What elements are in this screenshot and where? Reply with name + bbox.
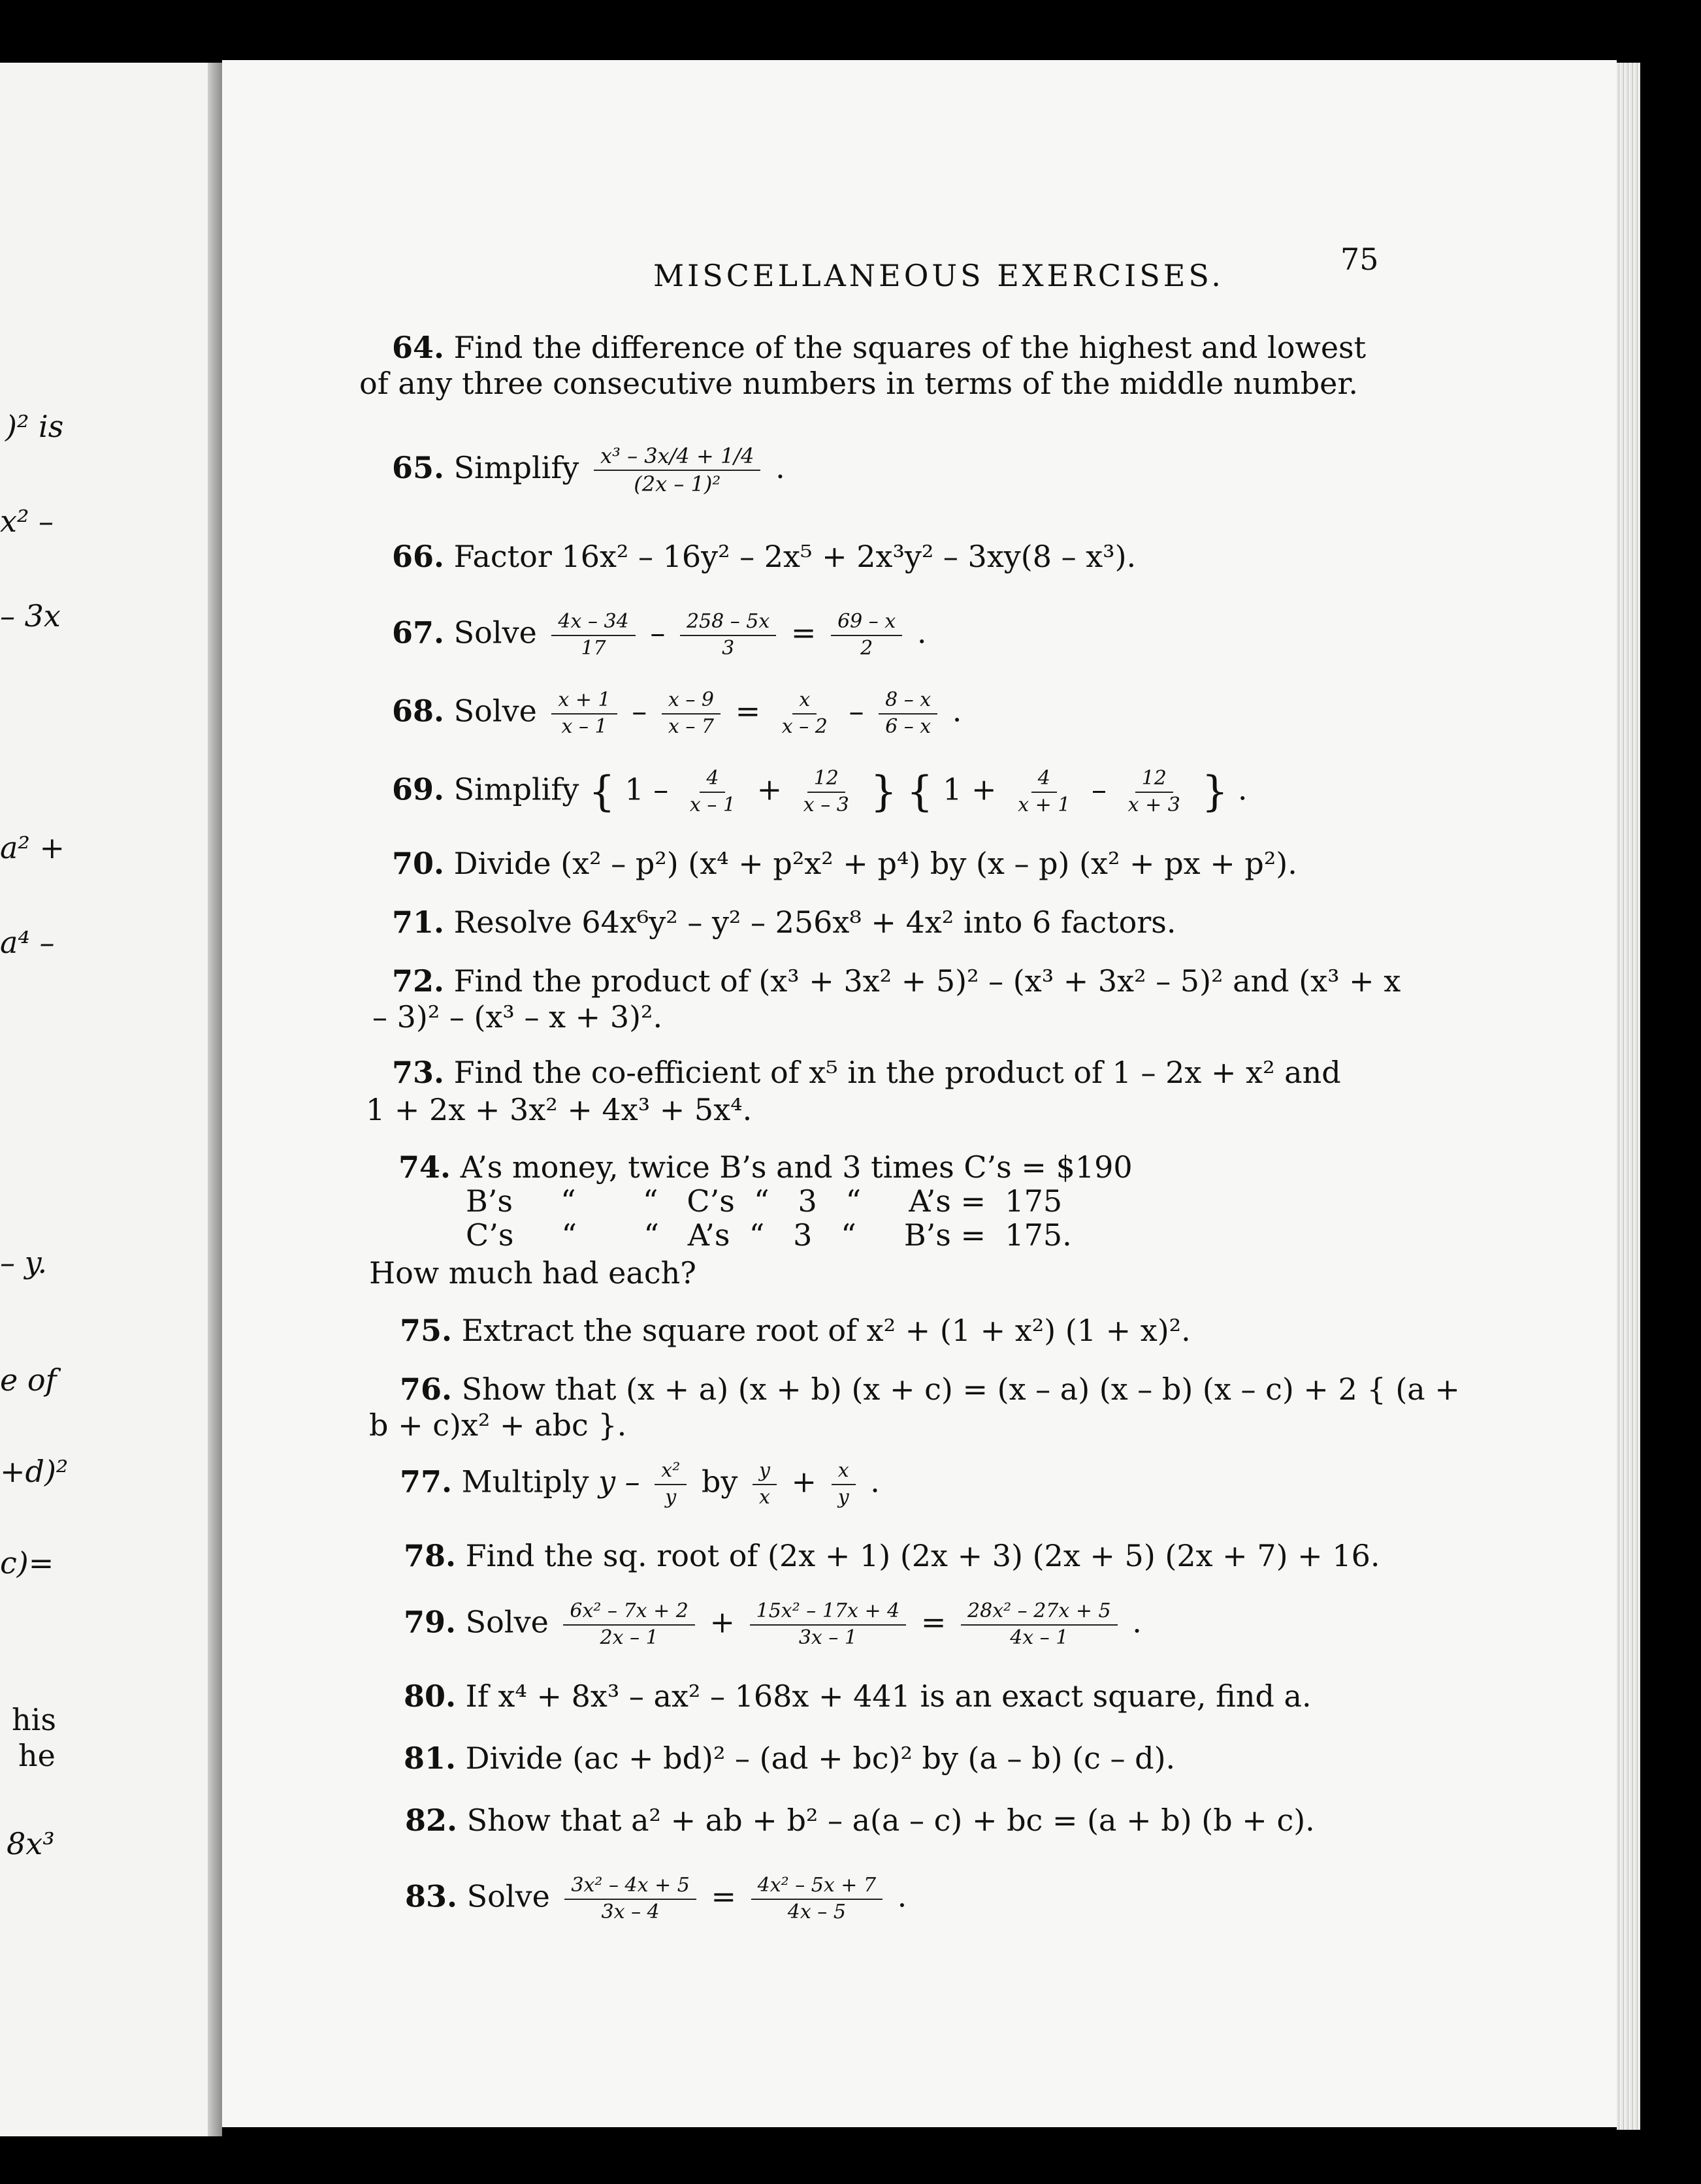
exercise-74-line3: C’s “ “ A’s “ 3 “ B’s = 175. (466, 1217, 1072, 1253)
operator: – (650, 615, 666, 650)
exercise-74-question: How much had each? (369, 1255, 696, 1291)
exercise-65 (392, 444, 785, 496)
left-fragment: – y. (0, 1245, 48, 1280)
exercise-text: Resolve 64x⁶y² – y² – 256x⁸ + 4x² into 6 factors. (453, 905, 1176, 940)
exercise-number: 66. (392, 539, 445, 574)
denominator: (2x – 1)² (634, 471, 721, 496)
operator: + (791, 1464, 817, 1500)
exercise-text: Divide (ac + bd)² – (ad + bc)² by (a – b) (c – d). (465, 1741, 1176, 1776)
fraction (797, 767, 856, 816)
operator: – (849, 693, 864, 729)
exercise-68 (392, 689, 962, 738)
left-fragment: c)= (0, 1545, 54, 1581)
exercise-text: A’s money, twice B’s and 3 times C’s = $190 (460, 1149, 1133, 1185)
exercise-64-continuation: of any three consecutive numbers in terms of the middle number. (359, 366, 1358, 401)
fraction (832, 1460, 856, 1509)
exercise-83 (405, 1874, 907, 1923)
exercise-81 (404, 1741, 1175, 1776)
operator: – (632, 693, 647, 729)
exercise-text: Show that (x + a) (x + b) (x + c) = (x – a) (x – b) (x – c) + 2 { (a + (461, 1372, 1460, 1407)
exercise-text: Find the difference of the squares of the highest and lowest (453, 330, 1367, 365)
running-header: MISCELLANEOUS EXERCISES. (653, 258, 1224, 293)
left-fragment: his (12, 1702, 56, 1737)
operator: = (920, 1604, 947, 1640)
exercise-verb: Multiply (461, 1464, 589, 1500)
numerator: y (753, 1460, 777, 1485)
operator: + (756, 771, 783, 807)
left-fragment: a² + (0, 830, 65, 865)
exercise-74 (398, 1149, 1133, 1185)
exercise-number: 65. (392, 449, 445, 485)
terminal-period: . (952, 693, 962, 729)
denominator: 4x – 1 (1010, 1626, 1069, 1649)
denominator: x + 1 (1018, 793, 1071, 816)
exercise-69 (392, 767, 1247, 816)
exercise-66 (392, 539, 1136, 574)
book-gutter (208, 63, 222, 2136)
operator: = (790, 615, 817, 650)
left-page (0, 63, 212, 2136)
fraction (594, 444, 760, 496)
numerator: 28x² – 27x + 5 (961, 1600, 1118, 1626)
exercise-verb: Solve (465, 1604, 549, 1640)
exercise-text: Find the sq. root of (2x + 1) (2x + 3) (2x + 5) (2x + 7) + 16. (465, 1538, 1380, 1573)
fraction (551, 611, 635, 660)
fraction (879, 689, 937, 738)
numerator: 12 (807, 767, 845, 793)
denominator: y (837, 1485, 849, 1509)
fraction (564, 1874, 696, 1923)
exercise-80 (404, 1678, 1312, 1714)
exercise-verb: Solve (466, 1878, 550, 1914)
fraction (751, 1874, 883, 1923)
page-edges (1617, 63, 1640, 2130)
exercise-75 (400, 1313, 1191, 1348)
left-fragment: a⁴ – (0, 925, 55, 960)
left-fragment: )² is (5, 409, 64, 444)
exercise-text: Find the co-efficient of x⁵ in the product of 1 – 2x + x² and (453, 1055, 1341, 1090)
exercise-73 (392, 1055, 1341, 1090)
exercise-number: 77. (400, 1464, 453, 1500)
fraction (680, 611, 776, 660)
exercise-number: 81. (404, 1741, 457, 1776)
numerator: x (832, 1460, 856, 1485)
exercise-number: 82. (405, 1803, 458, 1838)
exercise-text: Find the product of (x³ + 3x² + 5)² – (x³ + 3x² – 5)² and (x³ + x (453, 963, 1401, 999)
terminal-period: . (1237, 771, 1248, 807)
terminal-period: . (1132, 1604, 1142, 1640)
numerator: 12 (1135, 767, 1173, 793)
exercise-verb: Solve (453, 615, 537, 650)
exercise-70 (392, 846, 1297, 881)
denominator: x (758, 1485, 770, 1509)
fraction (655, 1460, 687, 1509)
numerator: 6x² – 7x + 2 (563, 1600, 694, 1626)
numerator: 3x² – 4x + 5 (564, 1874, 696, 1900)
exercise-text: Divide (x² – p²) (x⁴ + p²x² + p⁴) by (x – p) (x² + px + p²). (453, 846, 1297, 881)
denominator: 6 – x (885, 715, 932, 738)
fraction (775, 689, 834, 738)
exercise-76 (400, 1372, 1460, 1407)
numerator: 4x² – 5x + 7 (751, 1874, 883, 1900)
exercise-number: 78. (404, 1538, 457, 1573)
exercise-72-continuation: – 3)² – (x³ – x + 3)². (372, 999, 663, 1035)
numerator: x² (655, 1460, 687, 1485)
exercise-number: 73. (392, 1055, 445, 1090)
left-fragment: – 3x (0, 598, 61, 634)
exercise-78 (404, 1538, 1380, 1573)
exercise-79 (404, 1600, 1142, 1649)
exercise-number: 69. (392, 771, 445, 807)
right-brace: } (1201, 767, 1229, 816)
numerator: 8 – x (879, 689, 937, 715)
exercise-text: Factor 16x² – 16y² – 2x⁵ + 2x³y² – 3xy(8 – x³). (453, 539, 1137, 574)
denominator: 3x – 4 (601, 1900, 660, 1923)
operator: = (735, 693, 761, 729)
terminal-period: . (916, 615, 927, 650)
denominator: 2 (860, 636, 873, 660)
exercise-67 (392, 611, 927, 660)
numerator: 258 – 5x (680, 611, 776, 636)
numerator: x + 1 (551, 689, 617, 715)
left-fragment: e of (0, 1362, 57, 1398)
numerator: x – 9 (662, 689, 721, 715)
denominator: 3x – 1 (798, 1626, 857, 1649)
left-fragment: +d)² (0, 1454, 69, 1489)
numerator: 15x² – 17x + 4 (750, 1600, 907, 1626)
exercise-number: 67. (392, 615, 445, 650)
terminal-period: . (897, 1878, 907, 1914)
fraction (662, 689, 721, 738)
terminal-period: . (870, 1464, 880, 1500)
operator: = (711, 1878, 736, 1914)
exercise-number: 70. (392, 846, 445, 881)
denominator: y (665, 1485, 677, 1509)
exercise-number: 80. (404, 1678, 457, 1714)
numerator: 69 – x (831, 611, 902, 636)
denominator: 3 (722, 636, 735, 660)
fraction (563, 1600, 694, 1649)
fraction (683, 767, 742, 816)
exercise-number: 74. (398, 1149, 451, 1185)
exercise-number: 75. (400, 1313, 453, 1348)
numerator: 4 (700, 767, 725, 793)
fraction (750, 1600, 907, 1649)
operator: + (709, 1604, 735, 1640)
numerator: 4 (1031, 767, 1057, 793)
left-brace: { (589, 767, 615, 816)
exercise-number: 68. (392, 693, 445, 729)
denominator: 17 (581, 636, 606, 660)
exercise-64 (392, 330, 1366, 365)
exercise-number: 76. (400, 1372, 453, 1407)
fraction (753, 1460, 777, 1509)
term: 1 – (624, 771, 669, 807)
fraction (1011, 767, 1077, 816)
denominator: x – 2 (781, 715, 828, 738)
page-number: 75 (1340, 242, 1379, 277)
exercise-text: Extract the square root of x² + (1 + x²) (1 + x)². (461, 1313, 1191, 1348)
numerator: x³ – 3x/4 + 1/4 (594, 444, 760, 471)
word-by: by (701, 1464, 738, 1500)
exercise-74-line2: B’s “ “ C’s “ 3 “ A’s = 175 (466, 1183, 1063, 1219)
denominator: x – 1 (561, 715, 608, 738)
left-brace: { (906, 767, 933, 816)
left-fragment: he (18, 1738, 56, 1773)
denominator: x – 7 (668, 715, 714, 738)
fraction (831, 611, 902, 660)
exercise-text: If x⁴ + 8x³ – ax² – 168x + 441 is an exact square, find a. (465, 1678, 1312, 1714)
exercise-76-continuation: b + c)x² + abc }. (369, 1407, 627, 1443)
exercise-verb: Simplify (453, 771, 579, 807)
denominator: x + 3 (1127, 793, 1180, 816)
right-brace: } (870, 767, 898, 816)
exercise-number: 83. (405, 1878, 458, 1914)
operator: – (1092, 771, 1107, 807)
exercise-verb: Solve (453, 693, 537, 729)
denominator: 2x – 1 (600, 1626, 658, 1649)
exercise-number: 79. (404, 1604, 457, 1640)
fraction (1122, 767, 1187, 816)
denominator: x – 1 (689, 793, 736, 816)
exercise-number: 64. (392, 330, 445, 365)
exercise-number: 72. (392, 963, 445, 999)
exercise-77 (400, 1460, 880, 1509)
numerator: 4x – 34 (551, 611, 635, 636)
terminal-period: . (775, 449, 785, 485)
exercise-verb: Simplify (453, 449, 579, 485)
term: 1 + (943, 771, 997, 807)
denominator: 4x – 5 (787, 1900, 846, 1923)
exercise-72 (392, 963, 1401, 999)
exercise-71 (392, 905, 1176, 940)
left-fragment: x² – (0, 504, 54, 539)
exercise-text: Show that a² + ab + b² – a(a – c) + bc = (a + b) (b + c). (466, 1803, 1315, 1838)
exercise-82 (405, 1803, 1315, 1838)
denominator: x – 3 (803, 793, 849, 816)
fraction (961, 1600, 1118, 1649)
numerator: x (792, 689, 817, 715)
exercise-73-continuation: 1 + 2x + 3x² + 4x³ + 5x⁴. (366, 1092, 753, 1127)
left-fragment: 8x³ (7, 1826, 55, 1861)
exercise-number: 71. (392, 905, 445, 940)
fraction (551, 689, 617, 738)
term: y – (598, 1464, 640, 1500)
